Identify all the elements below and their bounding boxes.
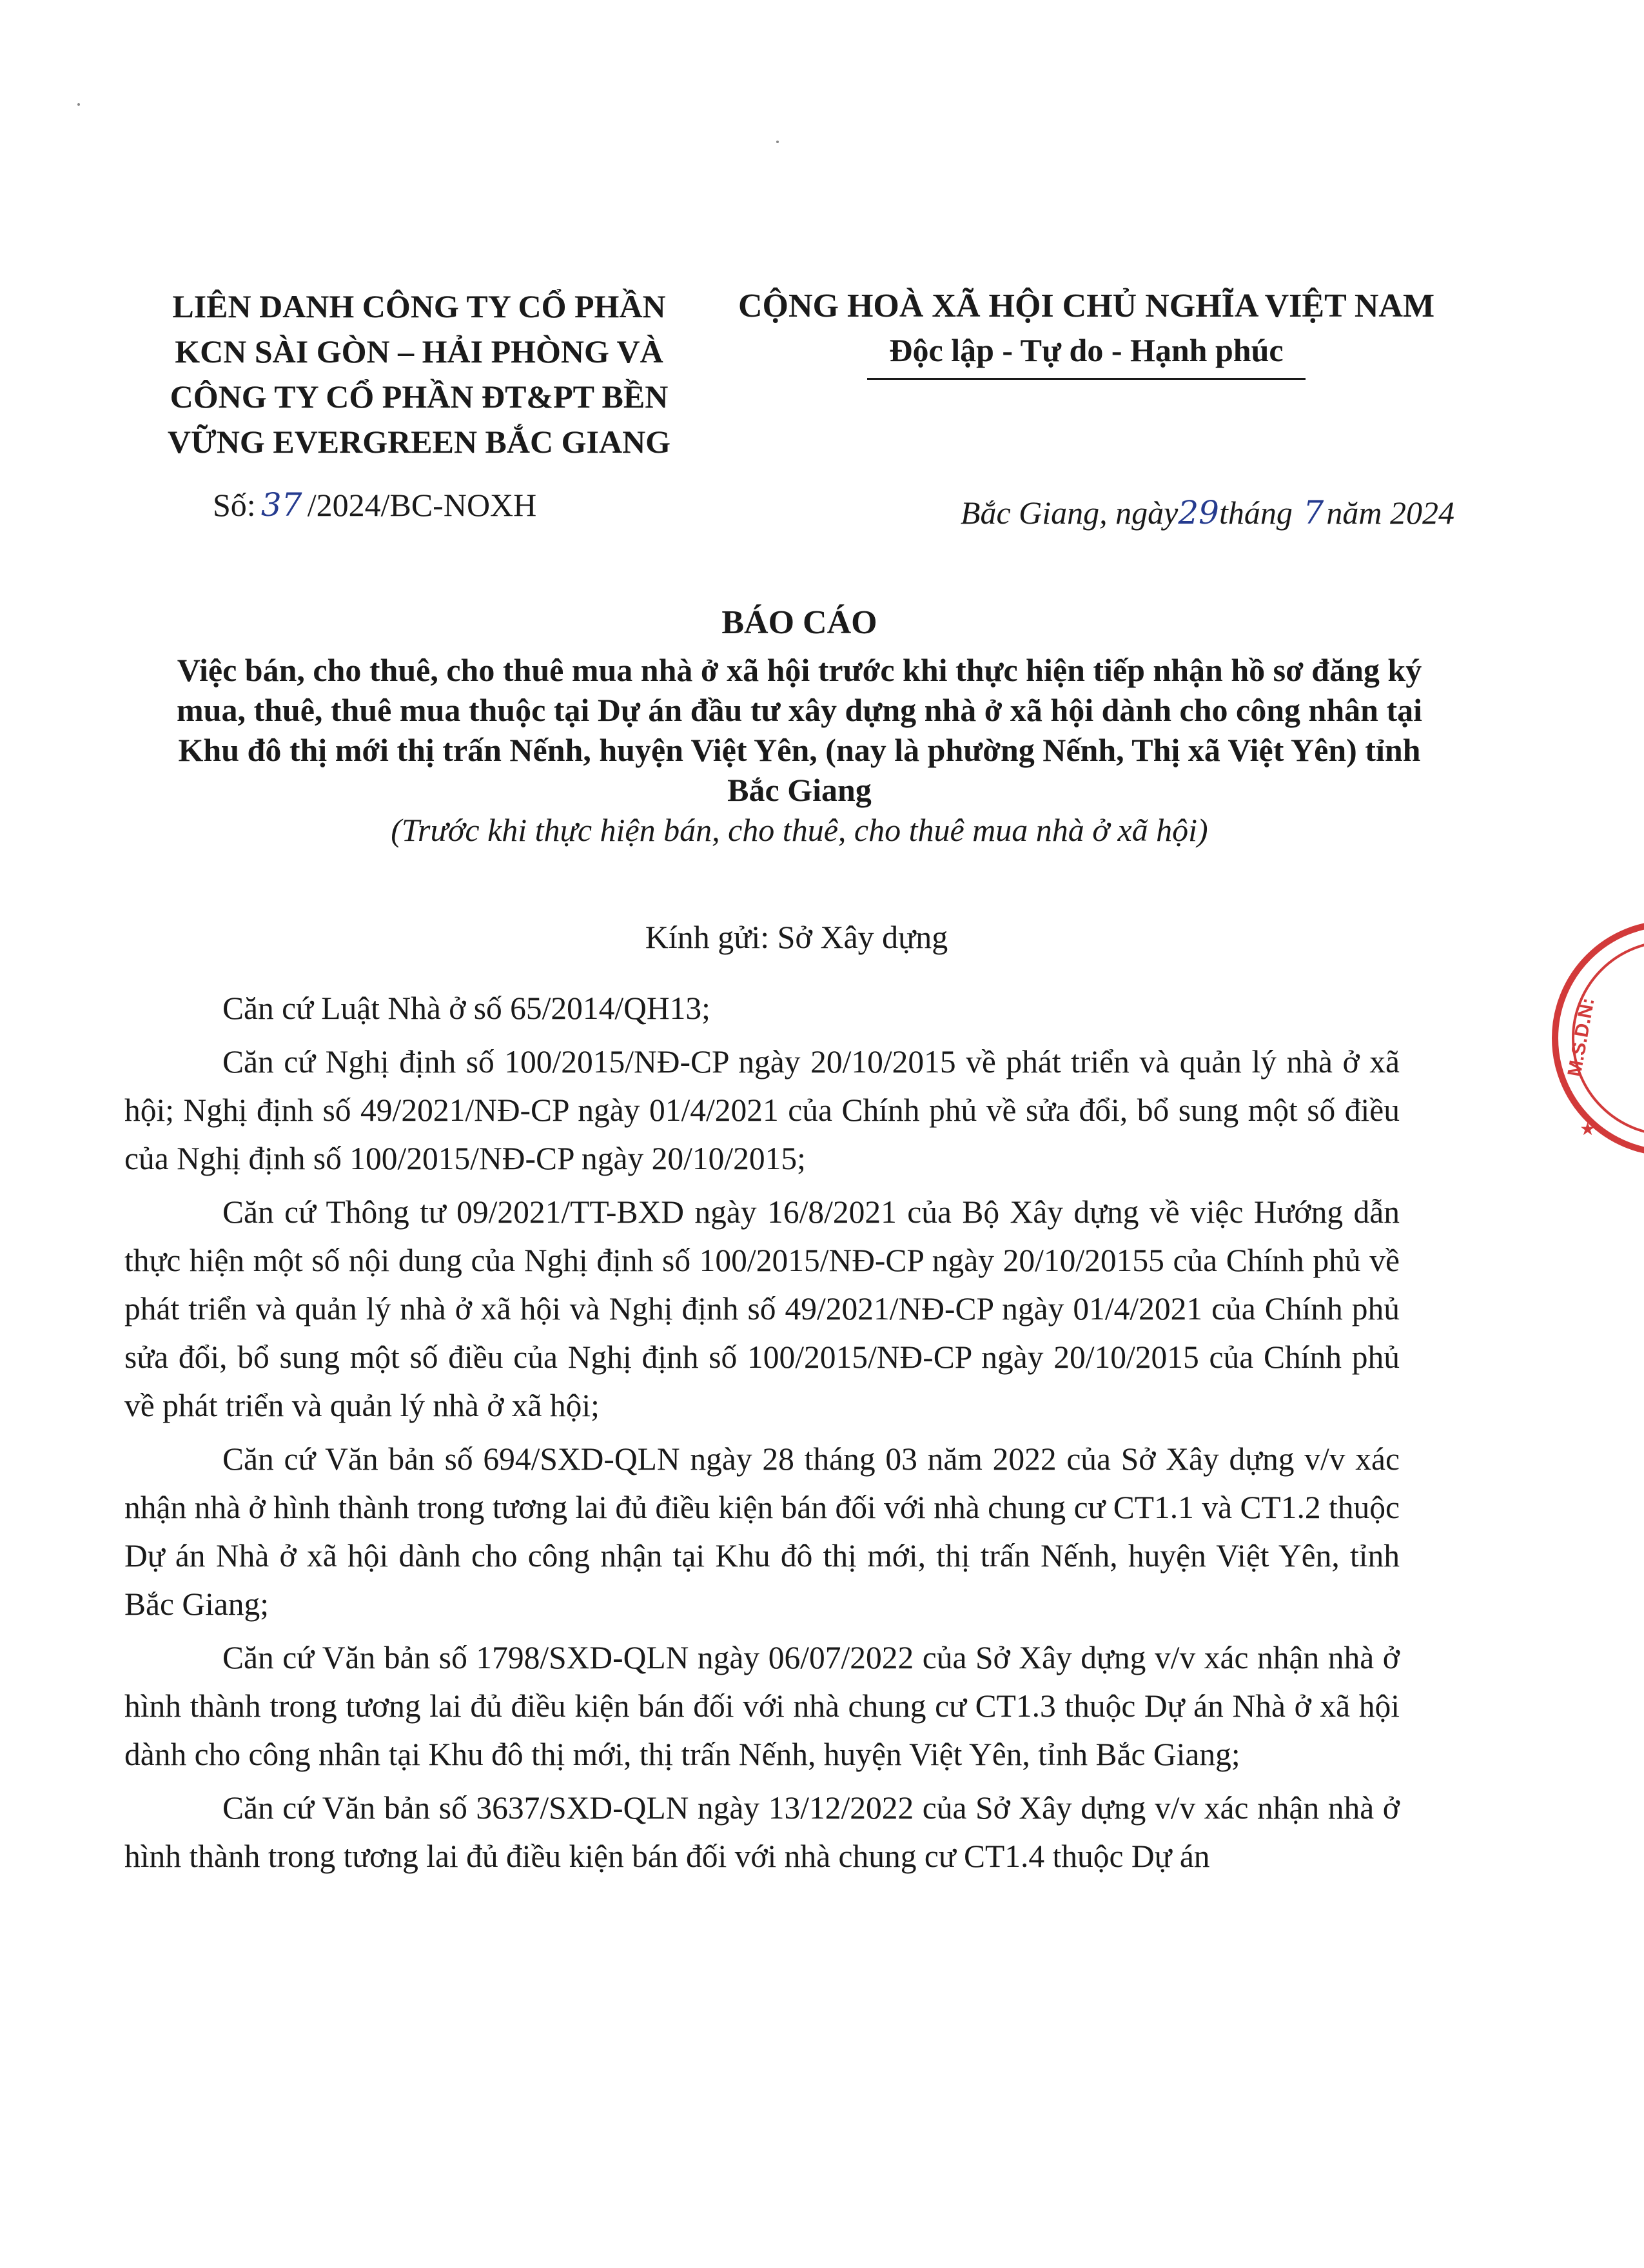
organization-line: VỮNG EVERGREEN BẮC GIANG (167, 424, 671, 460)
organization-line: CÔNG TY CỔ PHẦN ĐT&PT BỀN (170, 379, 669, 415)
body-paragraph: Căn cứ Nghị định số 100/2015/NĐ-CP ngày 20/10/2015 về phát triển và quản lý nhà ở xã hội; Nghị định số 49/2021/NĐ-CP ngày 01/4/2021 của Chính phủ về sửa đổi, bổ sung một số điều của Nghị định số 100/2015/NĐ-CP ngày 20/10/2015; (124, 1044, 1400, 1176)
date-place: Bắc Giang, ngày (960, 495, 1179, 531)
seal-star-icon: ★ (1580, 1118, 1596, 1139)
national-motto: Độc lập - Tự do - Hạnh phúc (889, 332, 1284, 368)
number-prefix: Số: (213, 487, 256, 523)
date-year: năm 2024 (1326, 495, 1454, 531)
company-seal-stamp (1541, 903, 1644, 1174)
body-paragraph: Căn cứ Thông tư 09/2021/TT-BXD ngày 16/8/2021 của Bộ Xây dựng về việc Hướng dẫn thực hiện một số nội dung của Nghị định số 100/2015/NĐ-CP ngày 20/10/20155 của Chính phủ về phát triển và quản lý nhà ở xã hội và Nghị định số 49/2021/NĐ-CP ngày 01/4/2021 của Chính phủ sửa đổi, bổ sung một số điều của Nghị định số 100/2015/NĐ-CP ngày 20/10/2015 của Chính phủ về phát triển và quản lý nhà ở xã hội; (124, 1194, 1400, 1423)
organization-line: LIÊN DANH CÔNG TY CỔ PHẦN (172, 288, 666, 324)
body-paragraph: Căn cứ Văn bản số 1798/SXD-QLN ngày 06/07/2022 của Sở Xây dựng v/v xác nhận nhà ở hình thành trong tương lai đủ điều kiện bán đối với nhà chung cư CT1.3 thuộc Dự án Nhà ở xã hội dành cho công nhân tại Khu đô thị mới, thị trấn Nếnh, huyện Việt Yên, tỉnh Bắc Giang; (124, 1640, 1400, 1772)
number-suffix: /2024/BC-NOXH (307, 487, 537, 523)
seal-text: M.S.D.N: (1563, 996, 1599, 1078)
date-month: 7 (1303, 494, 1324, 531)
date-line (961, 490, 1454, 535)
document-number (213, 482, 536, 528)
organization-line: KCN SÀI GÒN – HẢI PHÒNG VÀ (175, 333, 663, 370)
report-body (124, 984, 1400, 1880)
national-header (716, 284, 1457, 380)
report-subject-note: (Trước khi thực hiện bán, cho thuê, cho thuê mua nhà ở xã hội) (391, 812, 1208, 848)
report-subject: Việc bán, cho thuê, cho thuê mua nhà ở xã hội trước khi thực hiện tiếp nhận hồ sơ đăng ký mua, thuê, thuê mua thuộc tại Dự án đầu tư xây dựng nhà ở xã hội dành cho công nhân tại Khu đô thị mới thị trấn Nếnh, huyện Việt Yên, (nay là phường Nếnh, Thị xã Việt Yên) tỉnh Bắc Giang (176, 652, 1423, 808)
scan-speck (776, 141, 779, 143)
body-paragraph: Căn cứ Văn bản số 3637/SXD-QLN ngày 13/12/2022 của Sở Xây dựng v/v xác nhận nhà ở hình thành trong tương lai đủ điều kiện bán đối với nhà chung cư CT1.4 thuộc Dự án (124, 1790, 1400, 1874)
motto-underline (867, 378, 1306, 380)
organization-name (110, 284, 729, 464)
body-paragraph: Căn cứ Văn bản số 694/SXD-QLN ngày 28 tháng 03 năm 2022 của Sở Xây dựng v/v xác nhận nhà ở hình thành trong tương lai đủ điều kiện bán đối với nhà chung cư CT1.1 và CT1.2 thuộc Dự án Nhà ở xã hội dành cho công nhận tại Khu đô thị mới, thị trấn Nếnh, huyện Việt Yên, tỉnh Bắc Giang; (124, 1441, 1400, 1622)
body-paragraph: Căn cứ Luật Nhà ở số 65/2014/QH13; (222, 991, 710, 1026)
recipient: Kính gửi: Sở Xây dựng (645, 919, 948, 955)
seal-outer-ring (1555, 923, 1644, 1153)
report-heading: BÁO CÁO (721, 604, 877, 641)
date-day: 29 (1178, 494, 1219, 531)
number-handwritten: 37 (260, 486, 302, 524)
date-month-label: tháng (1218, 495, 1293, 531)
country-name: CỘNG HOÀ XÃ HỘI CHỦ NGHĨA VIỆT NAM (738, 288, 1435, 324)
scan-speck (77, 103, 80, 106)
report-title-block (161, 598, 1438, 850)
